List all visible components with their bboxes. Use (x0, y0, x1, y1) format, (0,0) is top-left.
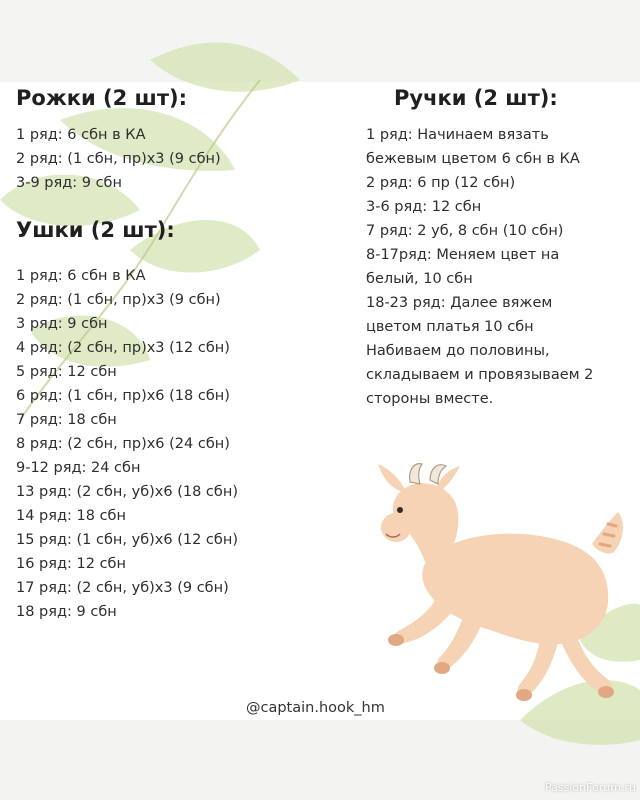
horns-row: 2 ряд: (1 сбн, пр)х3 (9 сбн) (16, 151, 221, 167)
arms-row: стороны вместе. (366, 391, 494, 407)
horns-row: 1 ряд: 6 сбн в КА (16, 127, 146, 143)
arms-row: 18-23 ряд: Далее вяжем (366, 295, 553, 311)
arms-row: 2 ряд: 6 пр (12 сбн) (366, 175, 516, 191)
arms-row: 3-6 ряд: 12 сбн (366, 199, 482, 215)
arms-row: Набиваем до половины, (366, 343, 550, 359)
ears-row: 8 ряд: (2 сбн, пр)х6 (24 сбн) (16, 436, 230, 452)
arms-row: складываем и провязываем 2 (366, 367, 594, 383)
ears-row: 1 ряд: 6 сбн в КА (16, 268, 146, 284)
author-handle: @captain.hook_hm (246, 700, 385, 716)
ears-title: Ушки (2 шт): (16, 218, 175, 242)
ears-row: 14 ряд: 18 сбн (16, 508, 126, 524)
ears-row: 7 ряд: 18 сбн (16, 412, 117, 428)
arms-row: 7 ряд: 2 уб, 8 сбн (10 сбн) (366, 223, 564, 239)
ears-row: 6 ряд: (1 сбн, пр)х6 (18 сбн) (16, 388, 230, 404)
goat-illustration (370, 452, 640, 717)
ears-row: 5 ряд: 12 сбн (16, 364, 117, 380)
ears-row: 3 ряд: 9 сбн (16, 316, 108, 332)
ears-row: 17 ряд: (2 сбн, уб)х3 (9 сбн) (16, 580, 229, 596)
horns-row: 3-9 ряд: 9 сбн (16, 175, 122, 191)
site-watermark: PassionForum.ru (545, 781, 636, 794)
arms-row: белый, 10 сбн (366, 271, 473, 287)
arms-title: Ручки (2 шт): (394, 86, 558, 110)
ears-row: 13 ряд: (2 сбн, уб)х6 (18 сбн) (16, 484, 238, 500)
ears-row: 18 ряд: 9 сбн (16, 604, 117, 620)
arms-row: цветом платья 10 сбн (366, 319, 534, 335)
horns-title: Рожки (2 шт): (16, 86, 187, 110)
ears-row: 4 ряд: (2 сбн, пр)х3 (12 сбн) (16, 340, 230, 356)
ears-row: 15 ряд: (1 сбн, уб)х6 (12 сбн) (16, 532, 238, 548)
ears-row: 9-12 ряд: 24 сбн (16, 460, 141, 476)
arms-row: 1 ряд: Начинаем вязать (366, 127, 549, 143)
arms-row: бежевым цветом 6 сбн в КА (366, 151, 580, 167)
arms-row: 8-17ряд: Меняем цвет на (366, 247, 560, 263)
ears-row: 2 ряд: (1 сбн, пр)х3 (9 сбн) (16, 292, 221, 308)
ears-row: 16 ряд: 12 сбн (16, 556, 126, 572)
